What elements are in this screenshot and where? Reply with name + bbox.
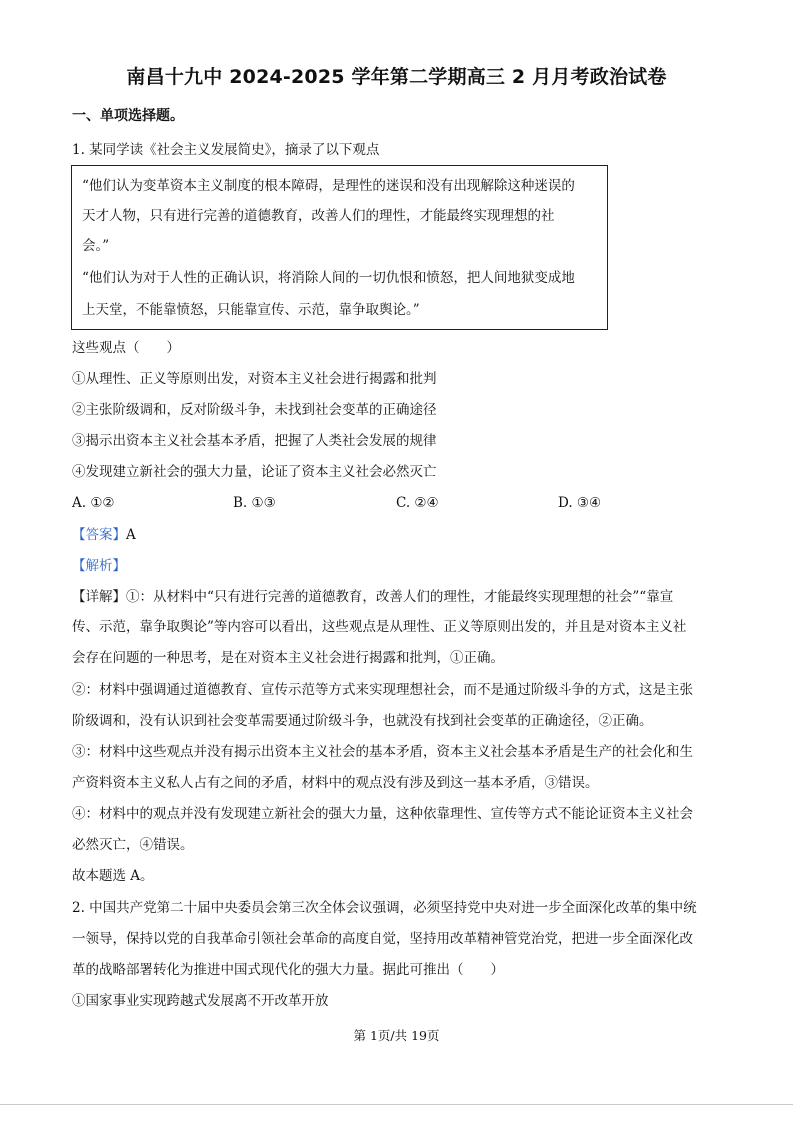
question-2-statement: ①国家事业实现跨越式发展离不开改革开放: [72, 993, 329, 1009]
answer-row: [72, 525, 136, 545]
detail-line: [72, 587, 673, 607]
question-1-prompt: 这些观点（ ）: [72, 340, 180, 356]
detail-text: ①：从材料中“只有进行完善的道德教育，改善人们的理性，才能最终实现理想的社会”“靠宣: [126, 589, 674, 605]
quote-line: 天才人物，只有进行完善的道德教育，改善人们的理性，才能最终实现理想的社: [82, 208, 555, 224]
quote-line: 上天堂，不能靠愤怒，只能靠宣传、示范，靠争取舆论。”: [82, 302, 420, 318]
page-title: 南昌十九中 2024-2025 学年第二学期高三 2 月月考政治试卷: [126, 66, 667, 88]
quote-line: “他们认为对于人性的正确认识，将消除人间的一切仇恨和愤怒，把人间地狱变成地: [82, 270, 575, 286]
detail-line: ③：材料中这些观点并没有揭示出资本主义社会的基本矛盾，资本主义社会基本矛盾是生产的社会化和生: [72, 744, 693, 760]
quote-line: “他们认为变革资本主义制度的根本障碍，是理性的迷误和没有出现解除这种迷误的: [82, 178, 575, 194]
option-b: B. ①③: [233, 495, 276, 511]
detail-tag: 【详解】: [72, 589, 126, 605]
statement-1: ①从理性、正义等原则出发，对资本主义社会进行揭露和批判: [72, 371, 437, 387]
analysis-tag: 【解析】: [72, 558, 126, 574]
conclusion-line: 故本题选 A。: [72, 868, 154, 884]
question-2-line: 2. 中国共产党第二十届中央委员会第三次全体会议强调，必须坚持党中央对进一步全面深化改革的集中统: [72, 900, 697, 916]
quote-line: 会。”: [82, 238, 110, 254]
question-2-line: 一领导，保持以党的自我革命引领社会革命的高度自觉，坚持用改革精神管党治党，把进一步全面深化改: [72, 931, 693, 947]
detail-line: 传、示范，靠争取舆论”等内容可以看出，这些观点是从理性、正义等原则出发的，并且是对资本主义社: [72, 619, 687, 635]
option-c: C. ②④: [396, 495, 439, 511]
bottom-divider: [0, 1104, 793, 1105]
detail-line: 会存在问题的一种思考，是在对资本主义社会进行揭露和批判，①正确。: [72, 650, 504, 666]
detail-line: ④：材料中的观点并没有发现建立新社会的强大力量，这种依靠理性、宣传等方式不能论证资本主义社会: [72, 806, 693, 822]
page-number: 第 1页/共 19页: [353, 1028, 440, 1043]
option-a: A. ①②: [72, 495, 115, 511]
detail-line: ②：材料中强调通过道德教育、宣传示范等方式来实现理想社会，而不是通过阶级斗争的方式，这是主张: [72, 682, 693, 698]
statement-2: ②主张阶级调和，反对阶级斗争，未找到社会变革的正确途径: [72, 402, 437, 418]
question-2-line: 革的战略部署转化为推进中国式现代化的强大力量。据此可推出（ ）: [72, 962, 504, 978]
detail-line: 产资料资本主义私人占有之间的矛盾，材料中的观点没有涉及到这一基本矛盾，③错误。: [72, 775, 599, 791]
statement-3: ③揭示出资本主义社会基本矛盾，把握了人类社会发展的规律: [72, 433, 437, 449]
quote-box: [71, 165, 608, 330]
answer-value: A: [126, 527, 136, 543]
detail-line: 阶级调和，没有认识到社会变革需要通过阶级斗争，也就没有找到社会变革的正确途径，②正确。: [72, 713, 653, 729]
detail-line: 必然灭亡，④错误。: [72, 837, 194, 853]
section-heading: 一、单项选择题。: [72, 108, 184, 124]
answer-tag: 【答案】: [72, 527, 126, 543]
option-d: D. ③④: [558, 495, 602, 511]
statement-4: ④发现建立新社会的强大力量，论证了资本主义社会必然灭亡: [72, 464, 437, 480]
question-1-stem: 1. 某同学读《社会主义发展简史》，摘录了以下观点: [72, 142, 380, 158]
